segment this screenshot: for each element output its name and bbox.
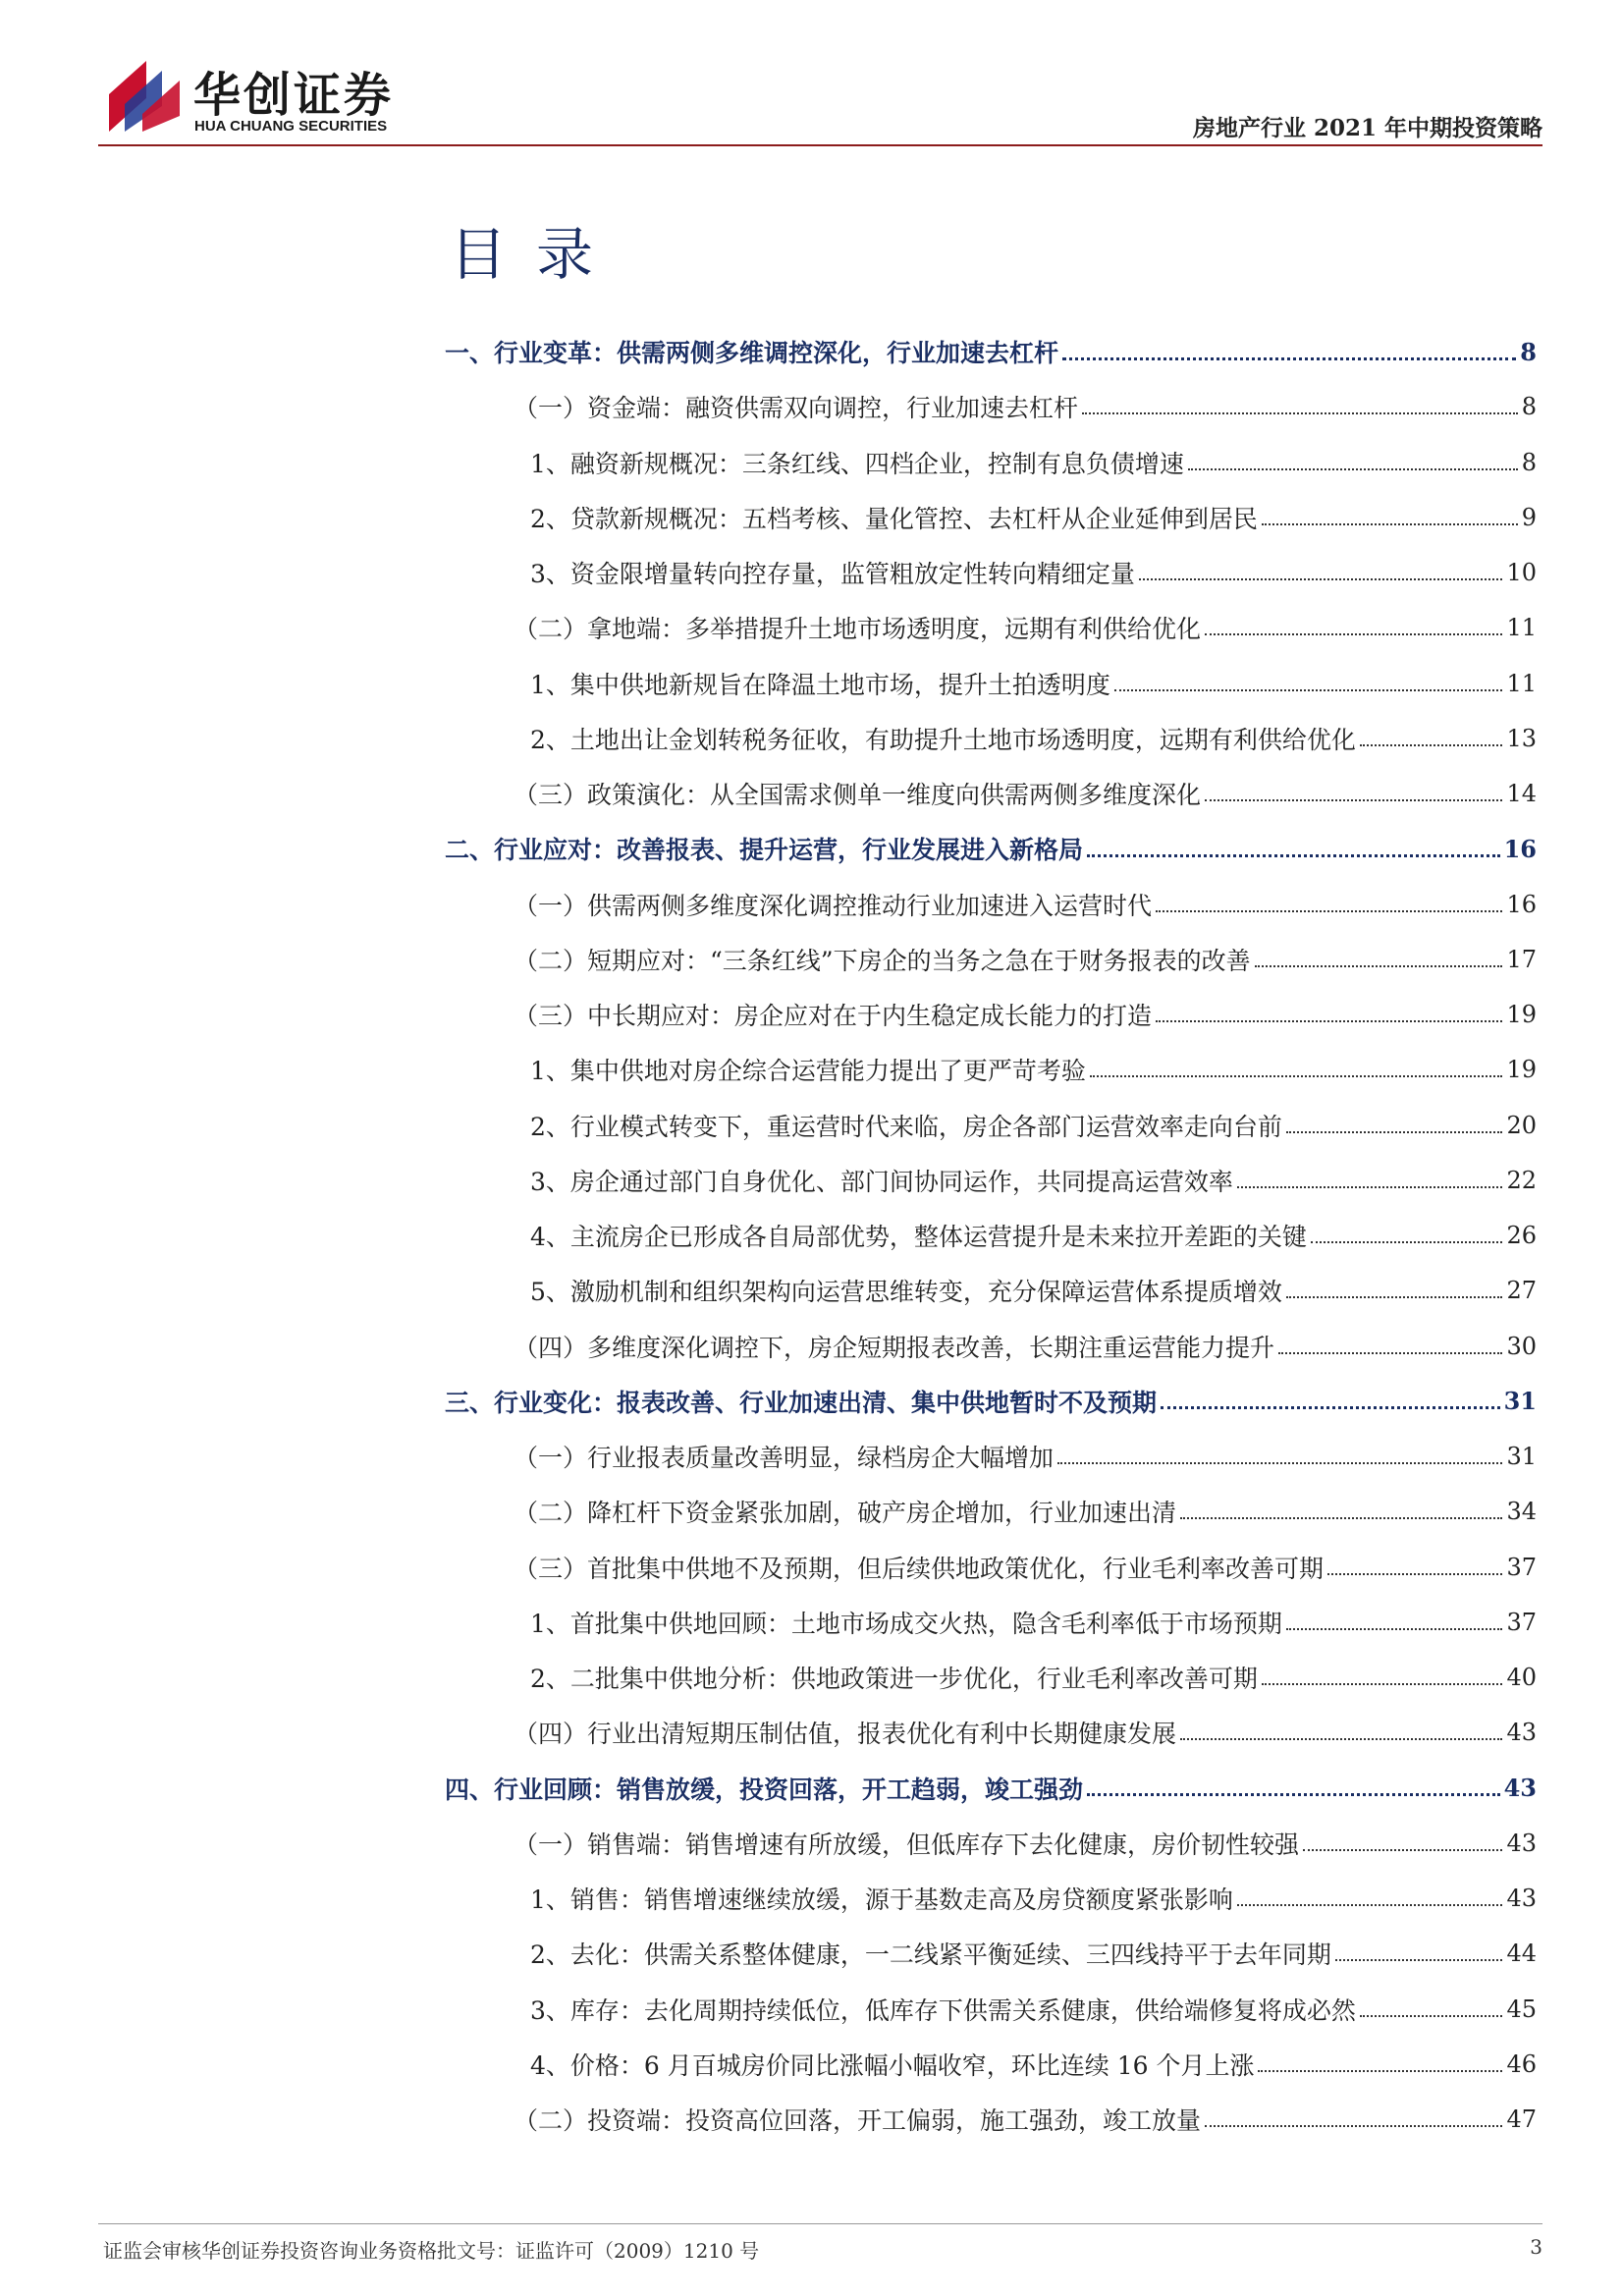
footer-license-text: 证监会审核华创证券投资咨询业务资格批文号：证监许可（2009）1210 号 xyxy=(103,2239,760,2263)
toc-dot-leader xyxy=(1205,633,1502,635)
report-title: 房地产行业 2021 年中期投资策略 xyxy=(1192,115,1542,141)
toc-entry-title: （四）多维度深化调控下，房企短期报表改善，长期注重运营能力提升 xyxy=(514,1333,1275,1362)
toc-entry-page: 43 xyxy=(1503,1774,1537,1803)
toc-entry-page: 16 xyxy=(1506,890,1537,918)
toc-dot-leader xyxy=(1180,1738,1502,1740)
toc-entry-page: 10 xyxy=(1506,559,1537,587)
toc-dot-leader xyxy=(1139,578,1503,580)
footer-divider xyxy=(98,2223,1542,2224)
toc-entry-title: （三）中长期应对：房企应对在于内生稳定成长能力的打造 xyxy=(514,1002,1153,1031)
toc-entry-page: 27 xyxy=(1506,1277,1537,1305)
header-divider xyxy=(98,144,1542,146)
toc-entry-title: （一）行业报表质量改善明显，绿档房企大幅增加 xyxy=(514,1444,1055,1473)
toc-dot-leader xyxy=(1156,1020,1502,1022)
toc-entry[interactable] xyxy=(445,1761,1537,1816)
toc-entry-title: 1、首批集中供地回顾：土地市场成交火热，隐含毛利率低于市场预期 xyxy=(530,1609,1282,1638)
toc-entry-page: 43 xyxy=(1506,1719,1537,1747)
toc-entry-title: 2、行业模式转变下，重运营时代来临，房企各部门运营效率走向台前 xyxy=(530,1112,1282,1141)
toc-dot-leader xyxy=(1205,799,1502,801)
toc-entry-title: 三、行业变化：报表改善、行业加速出清、集中供地暂时不及预期 xyxy=(445,1388,1158,1417)
toc-entry-page: 47 xyxy=(1506,2105,1537,2134)
toc-entry[interactable] xyxy=(445,821,1537,876)
toc-entry-page: 31 xyxy=(1506,1443,1537,1471)
toc-entry-title: 1、集中供地新规旨在降温土地市场，提升土拍透明度 xyxy=(530,670,1110,699)
toc-entry-page: 43 xyxy=(1506,1829,1537,1857)
logo-chinese-name: 华创证券 xyxy=(193,68,395,123)
toc-dot-leader xyxy=(1087,1793,1500,1796)
toc-dot-leader xyxy=(1303,1849,1502,1851)
toc-entry-title: 4、价格：6 月百城房价同比涨幅小幅收窄，环比连续 16 个月上涨 xyxy=(530,2050,1255,2080)
toc-entry-title: 2、二批集中供地分析：供地政策进一步优化，行业毛利率改善可期 xyxy=(530,1665,1258,1694)
toc-dot-leader xyxy=(1360,2015,1503,2017)
toc-entry[interactable] xyxy=(445,1871,1537,1926)
toc-entry[interactable] xyxy=(445,1042,1537,1097)
toc-entry-title: 3、资金限增量转向控存量，监管粗放定性转向精细定量 xyxy=(530,560,1135,589)
toc-dot-leader xyxy=(1262,523,1518,525)
toc-entry[interactable] xyxy=(445,379,1537,434)
toc-entry-title: （二）短期应对：“三条红线”下房企的当务之急在于财务报表的改善 xyxy=(514,946,1251,975)
toc-entry[interactable] xyxy=(445,1374,1537,1429)
toc-entry[interactable] xyxy=(445,1540,1537,1595)
logo-icon xyxy=(103,55,186,137)
toc-entry[interactable] xyxy=(445,2037,1537,2092)
toc-entry-page: 34 xyxy=(1506,1498,1537,1526)
toc-entry-title: 1、集中供地对房企综合运营能力提出了更严苛考验 xyxy=(530,1057,1086,1086)
toc-entry-page: 11 xyxy=(1506,669,1537,697)
toc-entry-page: 17 xyxy=(1506,945,1537,973)
toc-entry-page: 43 xyxy=(1506,1885,1537,1913)
toc-entry-page: 11 xyxy=(1506,614,1537,642)
toc-entry-title: 四、行业回顾：销售放缓，投资回落，开工趋弱，竣工强劲 xyxy=(445,1775,1084,1804)
toc-entry-title: （三）政策演化：从全国需求侧单一维度向供需两侧多维度深化 xyxy=(514,781,1202,810)
toc-entry-title: 一、行业变革：供需两侧多维调控深化，行业加速去杠杆 xyxy=(445,339,1059,368)
toc-entry-title: （一）供需两侧多维度深化调控推动行业加速进入运营时代 xyxy=(514,891,1153,920)
toc-dot-leader xyxy=(1237,1186,1503,1188)
toc-entry[interactable] xyxy=(445,435,1537,490)
toc-entry-page: 22 xyxy=(1506,1166,1537,1194)
toc-entry-page: 26 xyxy=(1506,1222,1537,1250)
toc-entry-page: 20 xyxy=(1506,1111,1537,1139)
toc-entry-title: 1、融资新规概况：三条红线、四档企业，控制有息负债增速 xyxy=(530,449,1184,478)
toc-entry[interactable] xyxy=(445,1484,1537,1539)
toc-entry-page: 44 xyxy=(1506,1940,1537,1968)
toc-entry-title: （二）拿地端：多举措提升土地市场透明度，远期有利供给优化 xyxy=(514,615,1202,644)
toc-entry-title: 1、销售：销售增速继续放缓，源于基数走高及房贷额度紧张影响 xyxy=(530,1886,1233,1915)
toc-entry[interactable] xyxy=(445,1208,1537,1263)
toc-dot-leader xyxy=(1255,965,1503,967)
toc-entry-title: 5、激励机制和组织架构向运营思维转变，充分保障运营体系提质增效 xyxy=(530,1278,1282,1307)
toc-entry[interactable] xyxy=(445,1263,1537,1318)
toc-entry-title: 2、去化：供需关系整体健康，一二线紧平衡延续、三四线持平于去年同期 xyxy=(530,1941,1331,1970)
toc-entry-page: 19 xyxy=(1506,1056,1537,1084)
toc-entry-page: 13 xyxy=(1506,724,1537,752)
toc-dot-leader xyxy=(1205,2125,1502,2127)
toc-entry-page: 40 xyxy=(1506,1664,1537,1692)
toc-entry[interactable] xyxy=(445,1650,1537,1705)
page-number: 3 xyxy=(1530,2235,1542,2259)
company-logo xyxy=(103,55,427,134)
toc-dot-leader xyxy=(1286,1628,1503,1630)
toc-entry[interactable] xyxy=(445,600,1537,655)
toc-dot-leader xyxy=(1188,468,1518,470)
toc-entry[interactable] xyxy=(445,490,1537,545)
toc-entry-title: 3、库存：去化周期持续低位，低库存下供需关系健康，供给端修复将成必然 xyxy=(530,1995,1356,2025)
toc-dot-leader xyxy=(1258,2070,1502,2072)
toc-entry-page: 9 xyxy=(1521,503,1537,531)
toc-dot-leader xyxy=(1057,1462,1502,1464)
toc-entry[interactable] xyxy=(445,1319,1537,1374)
toc-entry-page: 37 xyxy=(1506,1608,1537,1636)
toc-heading: 目录 xyxy=(450,221,623,288)
toc-entry[interactable] xyxy=(445,1098,1537,1153)
toc-entry-page: 16 xyxy=(1503,834,1537,863)
toc-entry-title: （三）首批集中供地不及预期，但后续供地政策优化，行业毛利率改善可期 xyxy=(514,1554,1325,1583)
toc-dot-leader xyxy=(1114,689,1503,691)
toc-dot-leader xyxy=(1062,357,1516,360)
toc-dot-leader xyxy=(1237,1904,1503,1906)
toc-dot-leader xyxy=(1262,1683,1503,1685)
toc-entry-title: 2、土地出让金划转税务征收，有助提升土地市场透明度，远期有利供给优化 xyxy=(530,725,1356,754)
toc-entry-page: 14 xyxy=(1506,780,1537,808)
toc-entry[interactable] xyxy=(445,766,1537,821)
logo-english-name: HUA CHUANG SECURITIES xyxy=(194,118,388,135)
toc-entry[interactable] xyxy=(445,324,1537,379)
toc-dot-leader xyxy=(1286,1296,1503,1298)
toc-entry[interactable] xyxy=(445,1153,1537,1208)
toc-entry-title: 4、主流房企已形成各自局部优势，整体运营提升是未来拉开差距的关键 xyxy=(530,1223,1307,1252)
toc-dot-leader xyxy=(1090,1075,1503,1077)
toc-entry[interactable] xyxy=(445,711,1537,766)
toc-entry-title: （一）资金端：融资供需双向调控，行业加速去杠杆 xyxy=(514,394,1079,423)
toc-entry[interactable] xyxy=(445,1595,1537,1650)
toc-dot-leader xyxy=(1335,1959,1503,1961)
toc-entry[interactable] xyxy=(445,2092,1537,2147)
toc-entry-page: 37 xyxy=(1506,1553,1537,1581)
toc-dot-leader xyxy=(1156,910,1502,912)
table-of-contents xyxy=(445,324,1537,2147)
toc-entry-page: 19 xyxy=(1506,1001,1537,1029)
toc-dot-leader xyxy=(1360,744,1503,746)
toc-entry-page: 30 xyxy=(1506,1332,1537,1360)
toc-entry-title: （二）降杠杆下资金紧张加剧，破产房企增加，行业加速出清 xyxy=(514,1499,1177,1528)
toc-entry[interactable] xyxy=(445,1982,1537,2037)
toc-entry-page: 46 xyxy=(1506,2050,1537,2078)
toc-entry-title: （四）行业出清短期压制估值，报表优化有利中长期健康发展 xyxy=(514,1720,1177,1749)
toc-entry-page: 31 xyxy=(1503,1387,1537,1416)
toc-entry[interactable] xyxy=(445,877,1537,932)
toc-dot-leader xyxy=(1161,1406,1500,1409)
toc-dot-leader xyxy=(1311,1241,1503,1243)
toc-entry-title: （一）销售端：销售增速有所放缓，但低库存下去化健康，房价韧性较强 xyxy=(514,1830,1300,1859)
toc-entry-title: 2、贷款新规概况：五档考核、量化管控、去杠杆从企业延伸到居民 xyxy=(530,504,1258,533)
toc-entry[interactable] xyxy=(445,932,1537,987)
toc-dot-leader xyxy=(1082,412,1518,414)
toc-dot-leader xyxy=(1087,854,1500,857)
toc-entry[interactable] xyxy=(445,987,1537,1042)
toc-entry[interactable] xyxy=(445,1705,1537,1760)
toc-entry-title: 二、行业应对：改善报表、提升运营，行业发展进入新格局 xyxy=(445,836,1084,865)
toc-entry[interactable] xyxy=(445,545,1537,600)
toc-dot-leader xyxy=(1278,1352,1502,1354)
toc-entry-page: 8 xyxy=(1521,393,1537,421)
toc-entry-title: 3、房企通过部门自身优化、部门间协同运作，共同提高运营效率 xyxy=(530,1167,1233,1196)
toc-entry[interactable] xyxy=(445,1816,1537,1871)
toc-dot-leader xyxy=(1327,1573,1502,1575)
toc-entry[interactable] xyxy=(445,656,1537,711)
toc-entry[interactable] xyxy=(445,1429,1537,1484)
toc-entry-page: 45 xyxy=(1506,1995,1537,2023)
toc-dot-leader xyxy=(1180,1517,1502,1519)
toc-entry[interactable] xyxy=(445,1926,1537,1981)
toc-entry-page: 8 xyxy=(1520,337,1537,366)
toc-entry-page: 8 xyxy=(1521,448,1537,476)
toc-entry-title: （二）投资端：投资高位回落，开工偏弱，施工强劲，竣工放量 xyxy=(514,2106,1202,2136)
toc-dot-leader xyxy=(1286,1131,1503,1133)
